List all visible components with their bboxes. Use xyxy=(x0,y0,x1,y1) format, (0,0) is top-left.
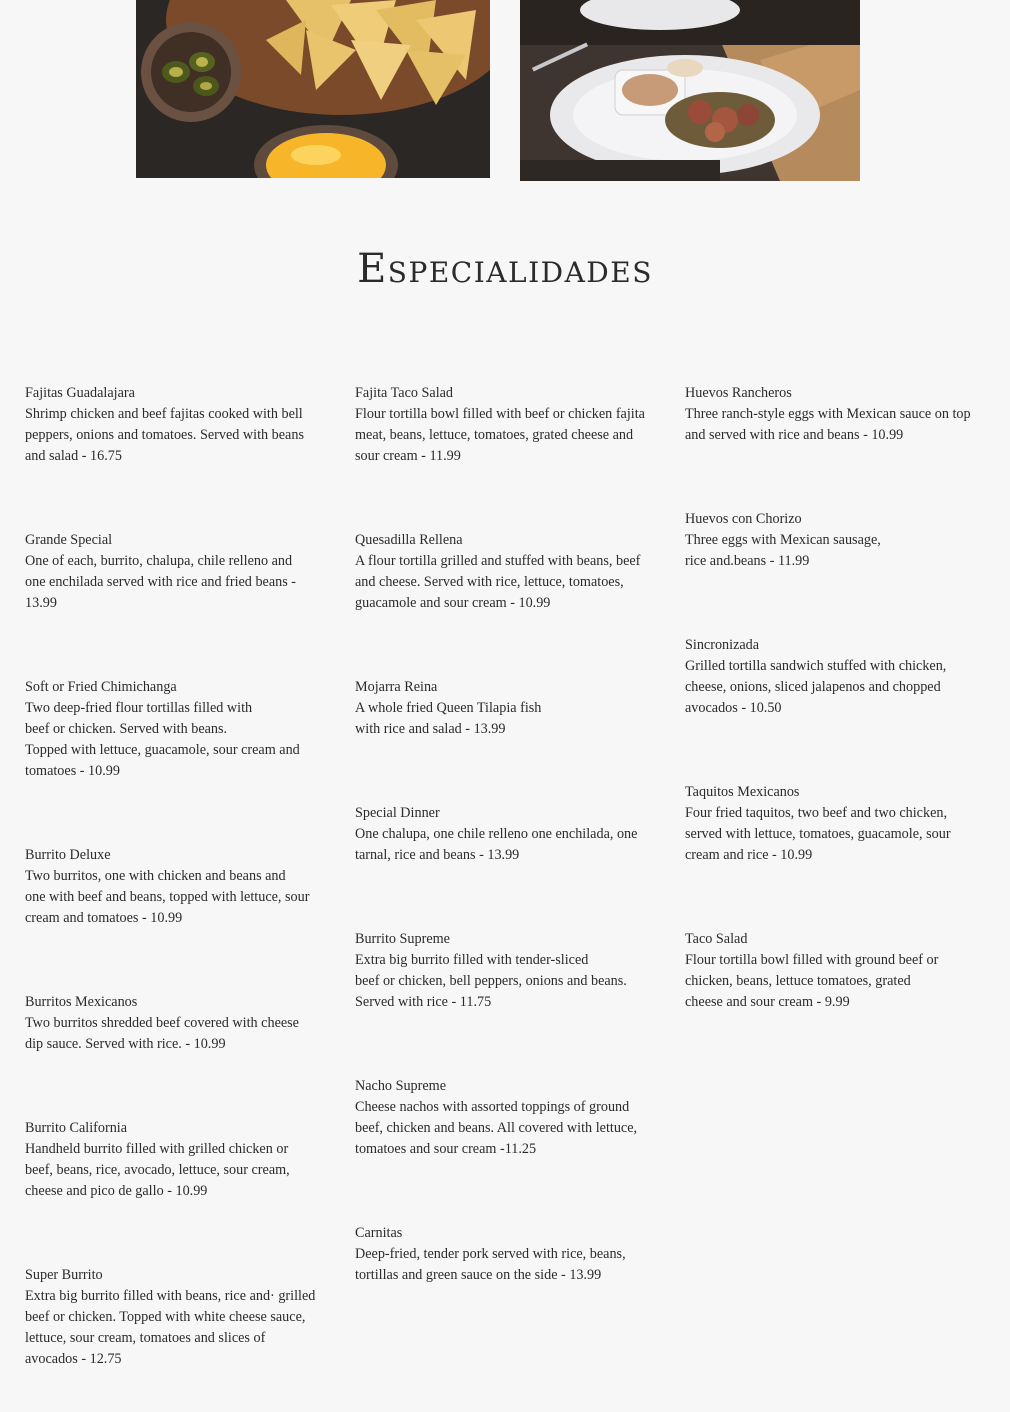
menu-item xyxy=(685,362,990,467)
menu-item xyxy=(25,1244,327,1391)
menu-item xyxy=(685,488,990,593)
menu-item-description: Four fried taquitos, two beef and two chicken, served with lettuce, tomatoes, guacamole, sour cream and rice - 10.99 xyxy=(685,805,951,863)
menu-item-name: Nacho Supreme xyxy=(355,1078,447,1094)
plate-photo xyxy=(520,0,860,181)
menu-item-description: Shrimp chicken and beef fajitas cooked with bell peppers, onions and tomatoes. Served with beans and salad - 16.75 xyxy=(25,406,304,464)
menu-item-name: Sincronizada xyxy=(685,637,760,653)
menu-item-name: Carnitas xyxy=(355,1225,403,1241)
menu-item xyxy=(355,362,657,488)
menu-item-description: Flour tortilla bowl filled with ground beef or chicken, beans, lettuce tomatoes, grated cheese and sour cream - 9.99 xyxy=(685,952,939,1010)
menu-item-description: Three eggs with Mexican sausage, rice and.beans - 11.99 xyxy=(685,532,881,569)
menu-item xyxy=(685,761,990,887)
menu-item-name: Burrito Supreme xyxy=(355,931,450,947)
menu-item-name: Soft or Fried Chimichanga xyxy=(25,679,177,695)
menu-item xyxy=(355,1202,657,1307)
menu-column-1 xyxy=(25,362,327,1412)
menu-item-description: One chalupa, one chile relleno one enchilada, one tarnal, rice and beans - 13.99 xyxy=(355,826,638,863)
menu-item-description: Two burritos shredded beef covered with cheese dip sauce. Served with rice. - 10.99 xyxy=(25,1015,299,1052)
menu-item-name: Burrito California xyxy=(25,1120,128,1136)
menu-item-name: Huevos con Chorizo xyxy=(685,511,802,527)
menu-item-name: Grande Special xyxy=(25,532,113,548)
menu-item xyxy=(25,656,327,803)
plate-image xyxy=(520,0,860,181)
menu-item xyxy=(355,1055,657,1181)
menu-item-description: A flour tortilla grilled and stuffed with beans, beef and cheese. Served with rice, lettuce, tomatoes, guacamole and sour cream - 10.99 xyxy=(355,553,641,611)
menu-item-description: Cheese nachos with assorted toppings of ground beef, chicken and beans. All covered with lettuce, tomatoes and sour cream -11.25 xyxy=(355,1099,638,1157)
menu-column-2 xyxy=(355,362,657,1328)
menu-item-name: Burrito Deluxe xyxy=(25,847,111,863)
section-title: Especialidades xyxy=(357,246,653,292)
menu-item-name: Fajita Taco Salad xyxy=(355,385,454,401)
menu-item xyxy=(25,824,327,950)
menu-item xyxy=(25,362,327,488)
menu-item-description: Extra big burrito filled with beans, rice and· grilled beef or chicken. Topped with white cheese sauce, lettuce, sour cream, tomatoes and slices of avocados - 12.75 xyxy=(25,1288,316,1367)
menu-item-name: Huevos Rancheros xyxy=(685,385,792,401)
menu-item xyxy=(355,656,657,761)
menu-item-description: A whole fried Queen Tilapia fish with rice and salad - 13.99 xyxy=(355,700,542,737)
menu-item xyxy=(25,971,327,1076)
menu-item-name: Special Dinner xyxy=(355,805,440,821)
nachos-image xyxy=(136,0,490,178)
menu-item xyxy=(355,509,657,635)
menu-item xyxy=(25,1097,327,1223)
menu-item xyxy=(685,614,990,740)
menu-item xyxy=(355,782,657,887)
menu-item xyxy=(355,908,657,1034)
menu-item-description: Two deep-fried flour tortillas filled with beef or chicken. Served with beans. Topped with lettuce, guacamole, sour cream and tomatoes - 10.99 xyxy=(25,700,300,779)
menu-item-description: Three ranch-style eggs with Mexican sauce on top and served with rice and beans - 10.99 xyxy=(685,406,971,443)
menu-item-description: Extra big burrito filled with tender-sliced beef or chicken, bell peppers, onions and beans. Served with rice - 11.75 xyxy=(355,952,627,1010)
menu-item-description: Two burritos, one with chicken and beans and one with beef and beans, topped with lettuce, sour cream and tomatoes - 10.99 xyxy=(25,868,310,926)
menu-item xyxy=(685,908,990,1034)
menu-item-name: Mojarra Reina xyxy=(355,679,438,695)
menu-item-description: Flour tortilla bowl filled with beef or chicken fajita meat, beans, lettuce, tomatoes, grated cheese and sour cream - 11.99 xyxy=(355,406,645,464)
menu-item-name: Taquitos Mexicanos xyxy=(685,784,800,800)
menu-item-name: Quesadilla Rellena xyxy=(355,532,463,548)
menu-item-name: Fajitas Guadalajara xyxy=(25,385,135,401)
menu-item-name: Super Burrito xyxy=(25,1267,103,1283)
menu-item-name: Burritos Mexicanos xyxy=(25,994,138,1010)
menu-item-description: Grilled tortilla sandwich stuffed with chicken, cheese, onions, sliced jalapenos and chopped avocados - 10.50 xyxy=(685,658,947,716)
menu-item xyxy=(25,509,327,635)
menu-item-description: One of each, burrito, chalupa, chile relleno and one enchilada served with rice and fried beans - 13.99 xyxy=(25,553,297,611)
menu-item-name: Taco Salad xyxy=(685,931,748,947)
menu-item-description: Handheld burrito filled with grilled chicken or beef, beans, rice, avocado, lettuce, sour cream, cheese and pico de gallo - 10.99 xyxy=(25,1141,290,1199)
nachos-photo xyxy=(136,0,490,178)
menu-column-3 xyxy=(685,362,990,1055)
menu-item-description: Deep-fried, tender pork served with rice, beans, tortillas and green sauce on the side - 13.99 xyxy=(355,1246,626,1283)
